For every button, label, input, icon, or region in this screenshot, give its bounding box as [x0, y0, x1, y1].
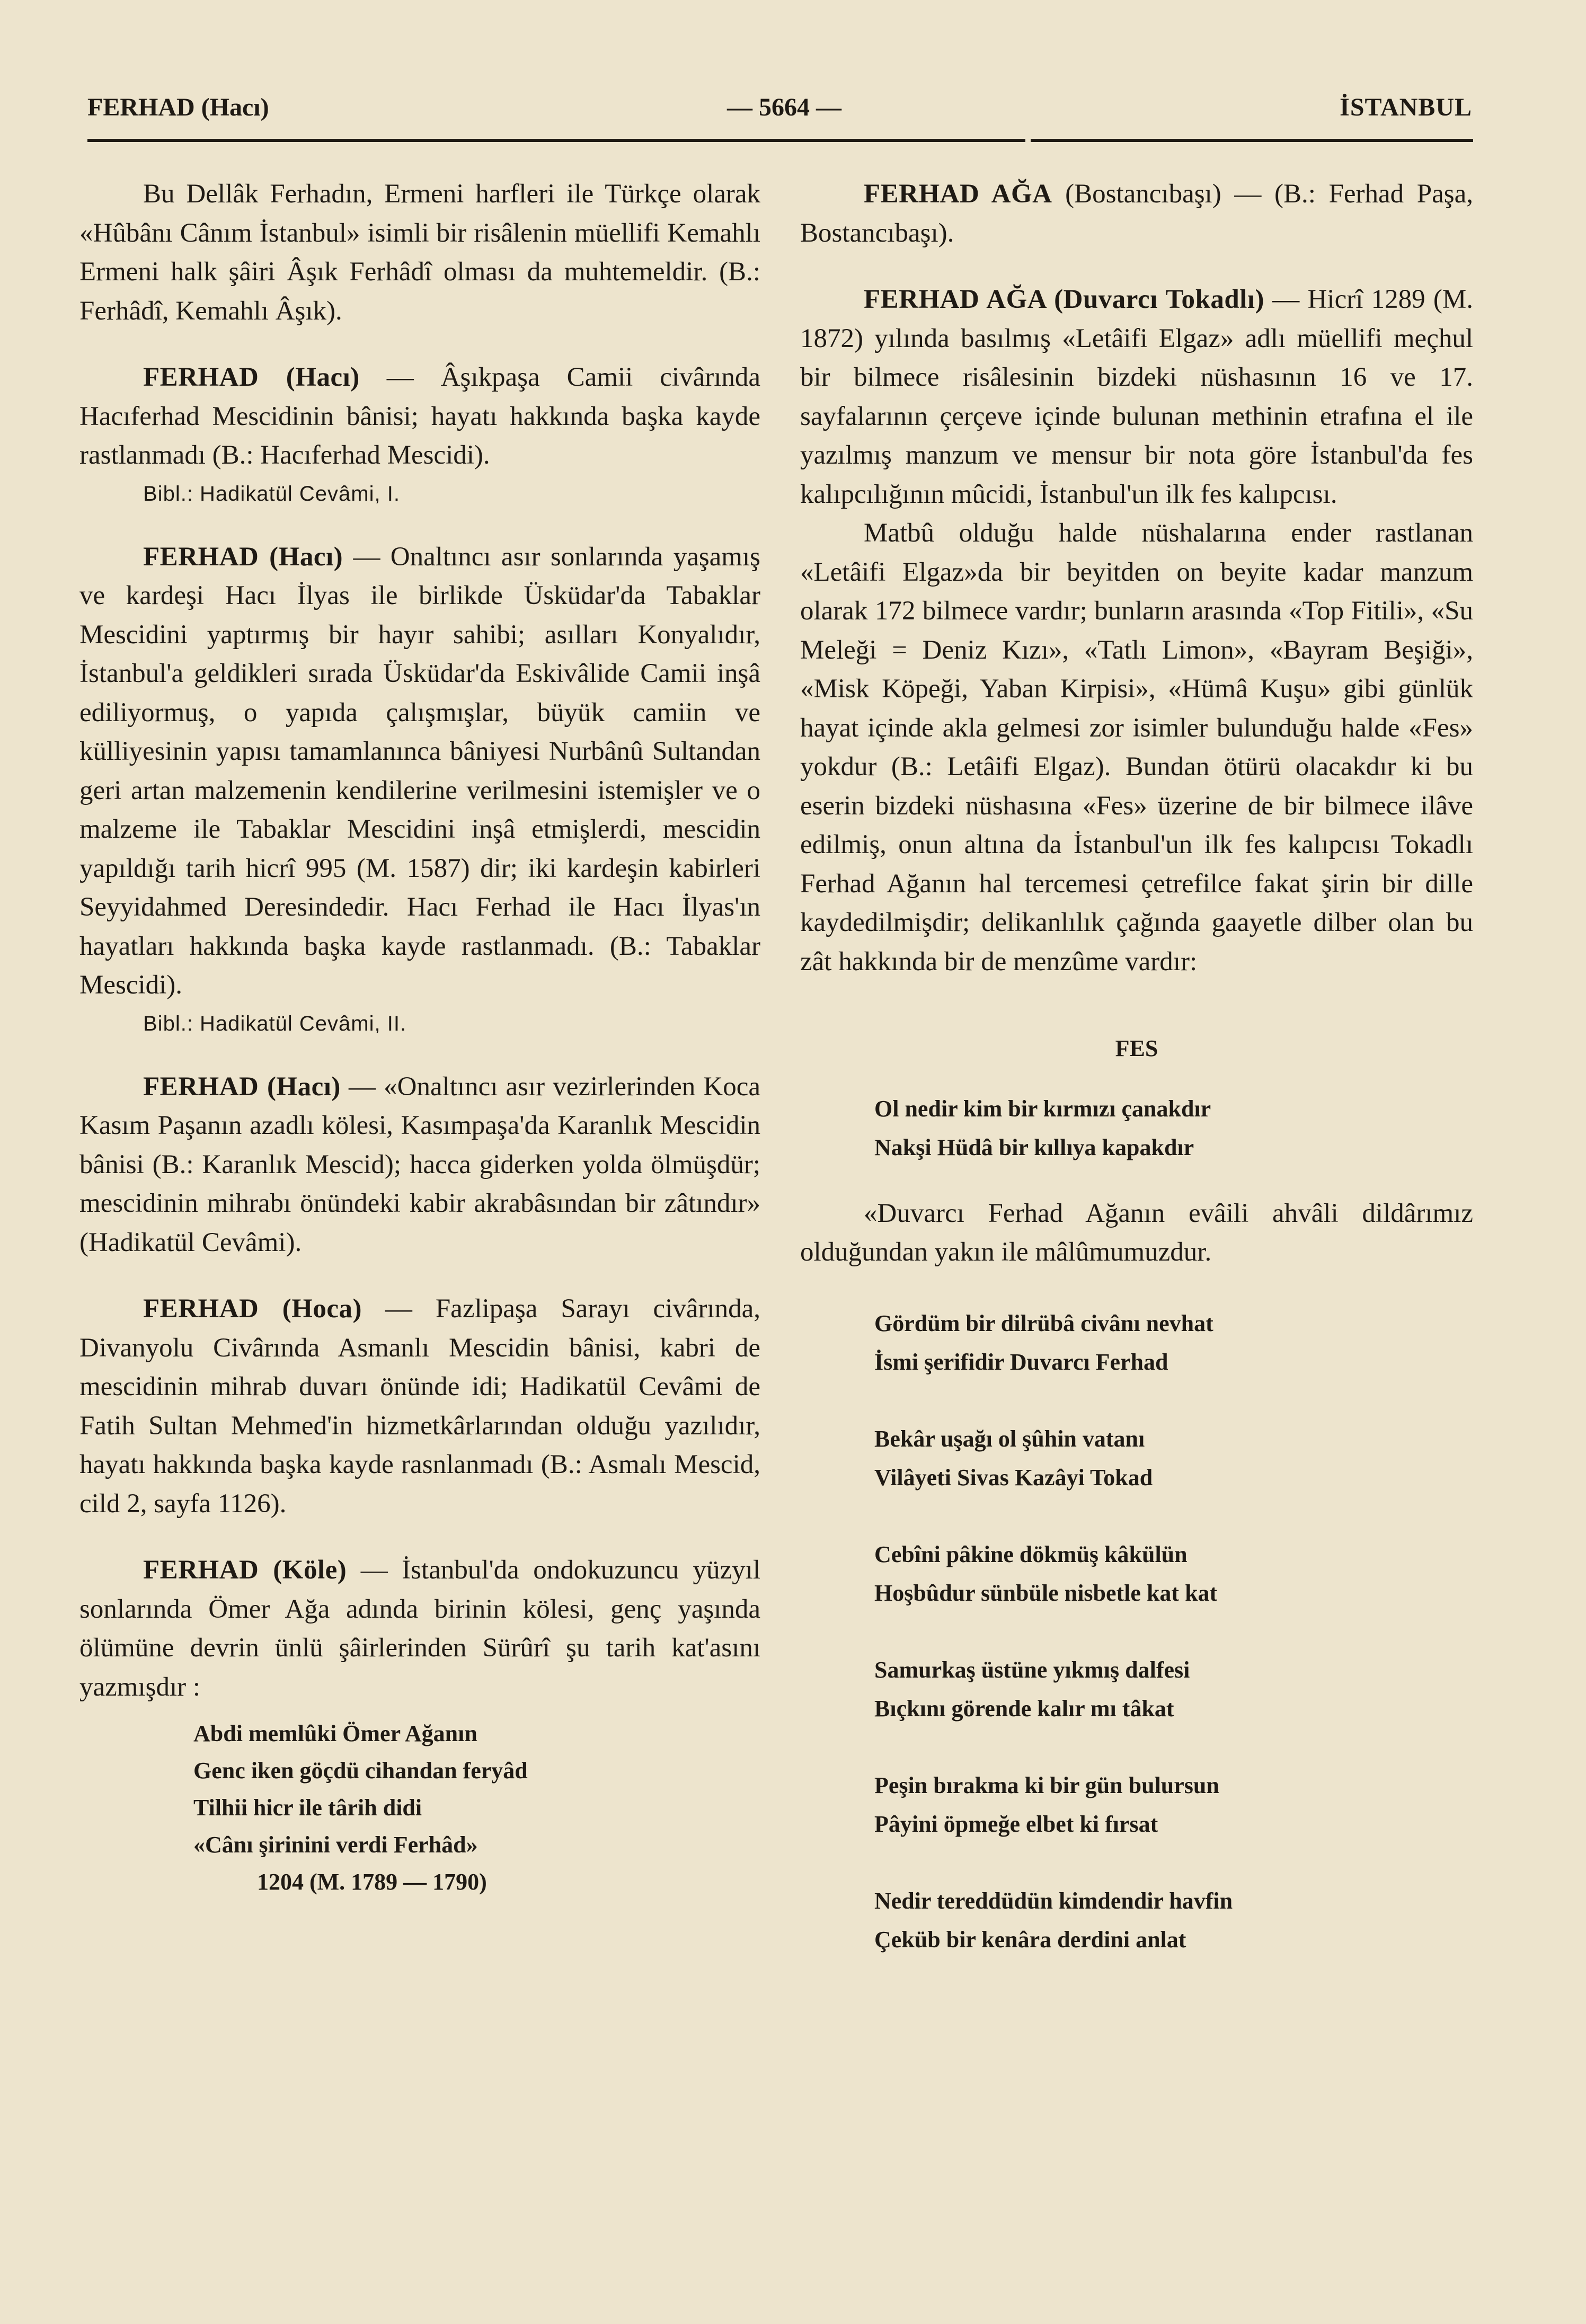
entry-text: — Fazlipaşa Sarayı civârında, Divanyolu Civârında Asmanlı Mescidin bânisi, kabri de mescidinin mihrab duvarı önünde idi; Hadikatül Cevâmi de Fatih Sultan Mehmed'in hizmetkârlarından olduğu yazılıdır, hayatı hakkında başka kayde rasnlanmadı (B.: Asmalı Mescid, cild 2, sayfa 1126). [79, 1294, 760, 1519]
entry-title: FERHAD (Hacı) [143, 1071, 341, 1102]
stanza [874, 1651, 1473, 1728]
entry-text: — Onaltıncı asır sonlarında yaşamış ve kardeşi Hacı İlyas ile birlikde Üsküdar'da Tabaklar Mescidini yaptırmış bir hayır sahibi; asılları Konyalıdır, İstanbul'a geldikleri sırada Üsküdar'da Eskivâlide Camii inşâ ediliyormuş, o yapıda çalışmışlar, büyük camiin ve külliyesinin yapısı tamamlanınca bâniyesi Nurbânû Sultandan geri artan malzemenin kendilerine verilmesini istemişler ve o malzeme ile Tabaklar Mescidini inşâ etmişlerdi, mescidin yapıldığı tarih hicrî 995 (M. 1587) dir; iki kardeşin kabirleri Seyyidahmed Deresindedir. Hacı Ferhad ile Hacı İlyas'ın hayatları hakkında başka kayde rastlanmadı. (B.: Tabaklar Mescidi). [79, 542, 760, 1000]
riddle-verse [874, 1089, 1473, 1167]
verse-line: Nedir tereddüdün kimdendir havfin [874, 1887, 1233, 1914]
verse-line: Peşin bırakma ki bir gün bulursun [874, 1772, 1219, 1798]
header-rule-right [1031, 139, 1473, 142]
stanza [874, 1535, 1473, 1612]
running-head-left: FERHAD (Hacı) [87, 93, 269, 121]
verse-line: Çeküb bir kenâra derdini anlat [874, 1926, 1186, 1953]
entry-title: FERHAD (Hoca) [143, 1294, 362, 1324]
verse-line: Vilâyeti Sivas Kazâyi Tokad [874, 1464, 1153, 1491]
entry-title: FERHAD (Köle) [143, 1555, 347, 1585]
entry-text: — Hicrî 1289 (M. 1872) yılında basılmış «Letâifi Elgaz» adlı müellifi meçhul bir bilmece risâlesinin bizdeki nüshasının 16 ve 17. sayfalarının çerçeve içinde bulunan methinin etrafına el ile yazılmış manzum ve mensur bir nota göre İstanbul'da fes kalıpcılığının mûcidi, İstanbul'un ilk fes kalıpcısı. [800, 285, 1473, 509]
poem-line: Genc iken göçdü cihandan feryâd [193, 1758, 528, 1784]
entry-text: — «Onaltıncı asır vezirlerinden Koca Kasım Paşanın azadlı kölesi, Kasımpaşa'da Karanlık Mescidin bânisi (B.: Karanlık Mescid); hacca giderken yolda ölmüşdür; mescidinin mihrabı önündeki kabir akrabâsından bir zâtındır» (Hadikatül Cevâmi). [79, 1071, 760, 1257]
letaifi-elgaz-paragraph: Matbû olduğu halde nüshalarına ender rastlanan «Letâifi Elgaz»da bir beyitden on beyite kadar manzum olarak 172 bilmece vardır; bunların arasında «Top Fitili», «Su Meleği = Deniz Kızı», «Tatlı Limon», «Bayram Beşiği», «Misk Köpeği, Yaban Kirpisi», «Hümâ Kuşu» gibi günlük hayat içinde akla gelmesi zor isimler bulunduğu halde «Fes» yokdur (B.: Letâifi Elgaz). Bundan ötürü olacakdır ki bu eserin bizdeki nüshasına «Fes» üzerine de bir bilmece ilâve edilmiş, onun altına da İstanbul'un ilk fes kalıpcısı Tokadlı Ferhad Ağanın hal tercemesi çetrefilce fakat şirin bir dille kaydedilmişdir; delikanlılık çağında gaayetle dilber olan bu zât hakkında bir de menzûme vardır: [800, 518, 1473, 977]
poem-line: Tilhii hicr ile târih didi [193, 1795, 422, 1821]
intro-paragraph: Bu Dellâk Ferhadın, Ermeni harfleri ile Türkçe olarak «Hûbânı Cânım İstanbul» isimli bir risâlenin müellifi Kemahlı Ermeni halk şâiri Âşık Ferhâdî olması da muhtemeldir. (B.: Ferhâdî, Kemahlı Âşık). [79, 179, 760, 326]
entry-ferhad-aga-bostancibasi [800, 175, 1473, 253]
right-column [800, 175, 1473, 1959]
entry-ferhad-haci-3 [79, 1068, 760, 1263]
entry-title: FERHAD AĞA (Duvarcı Tokadlı) [864, 285, 1265, 314]
verse-line: Samurkaş üstüne yıkmış dalfesi [874, 1656, 1190, 1683]
verse-line: Ol nedir kim bir kırmızı çanakdır [874, 1095, 1211, 1122]
entry-text: (Bostancıbaşı) — (B.: Ferhad Paşa, Bostancıbaşı). [800, 179, 1473, 248]
header-rule-left [87, 139, 1025, 142]
verse-line: İsmi şerifidir Duvarcı Ferhad [874, 1349, 1168, 1375]
entry-ferhad-kole [79, 1551, 760, 1707]
poem-title: FES [1115, 1035, 1158, 1061]
entry-ferhad-haci-2 [79, 538, 760, 1005]
entry-text: — Âşıkpaşa Camii civârında Hacıferhad Mescidinin bânisi; hayatı hakkında başka kayde rastlanmadı (B.: Hacıferhad Mescidi). [79, 362, 760, 470]
bibliography: Bibl.: Hadikatül Cevâmi, I. [143, 482, 400, 505]
entry-title: FERHAD (Hacı) [143, 362, 360, 392]
entry-title: FERHAD AĞA [864, 179, 1052, 209]
verse-line: Bıçkını görende kalır mı tâkat [874, 1695, 1174, 1722]
verse-line: Pâyini öpmeğe elbet ki fırsat [874, 1811, 1158, 1837]
poem-line: Abdi memlûki Ömer Ağanın [193, 1720, 477, 1746]
stanza [874, 1882, 1473, 1959]
stanza [874, 1420, 1473, 1497]
duvarci-intro-paragraph: «Duvarcı Ferhad Ağanın evâili ahvâli dildârımız olduğundan yakın ile mâlûmumuzdur. [800, 1198, 1473, 1267]
verse-line: Nakşi Hüdâ bir kıllıya kapakdır [874, 1134, 1194, 1160]
entry-ferhad-hoca [79, 1290, 760, 1523]
chronogram-poem [193, 1715, 760, 1901]
verse-line: Bekâr uşağı ol şûhin vatanı [874, 1425, 1145, 1452]
running-head-right: İSTANBUL [1340, 93, 1472, 121]
stanza [874, 1766, 1473, 1843]
entry-title: FERHAD (Hacı) [143, 542, 343, 572]
verse-line: Gördüm bir dilrübâ civânı nevhat [874, 1310, 1213, 1336]
bibliography: Bibl.: Hadikatül Cevâmi, II. [143, 1012, 407, 1035]
page-number: — 5664 — [727, 93, 841, 121]
entry-ferhad-aga-duvarci [800, 280, 1473, 514]
verse-line: Cebîni pâkine dökmüş kâkülün [874, 1541, 1188, 1567]
poem-line: «Cânı şirinini verdi Ferhâd» [193, 1832, 478, 1858]
left-column [79, 175, 760, 1901]
entry-ferhad-haci-1 [79, 358, 760, 475]
verse-line: Hoşbûdur sünbüle nisbetle kat kat [874, 1580, 1218, 1606]
manzume [800, 1304, 1473, 1959]
stanza [874, 1304, 1473, 1381]
poem-date: 1204 (M. 1789 — 1790) [257, 1869, 487, 1895]
entry-text: — İstanbul'da ondokuzuncu yüzyıl sonlarında Ömer Ağa adında birinin kölesi, genç yaşında ölümüne devrin ünlü şâirlerinden Sürûrî şu tarih kat'asını yazmışdır : [79, 1555, 760, 1702]
